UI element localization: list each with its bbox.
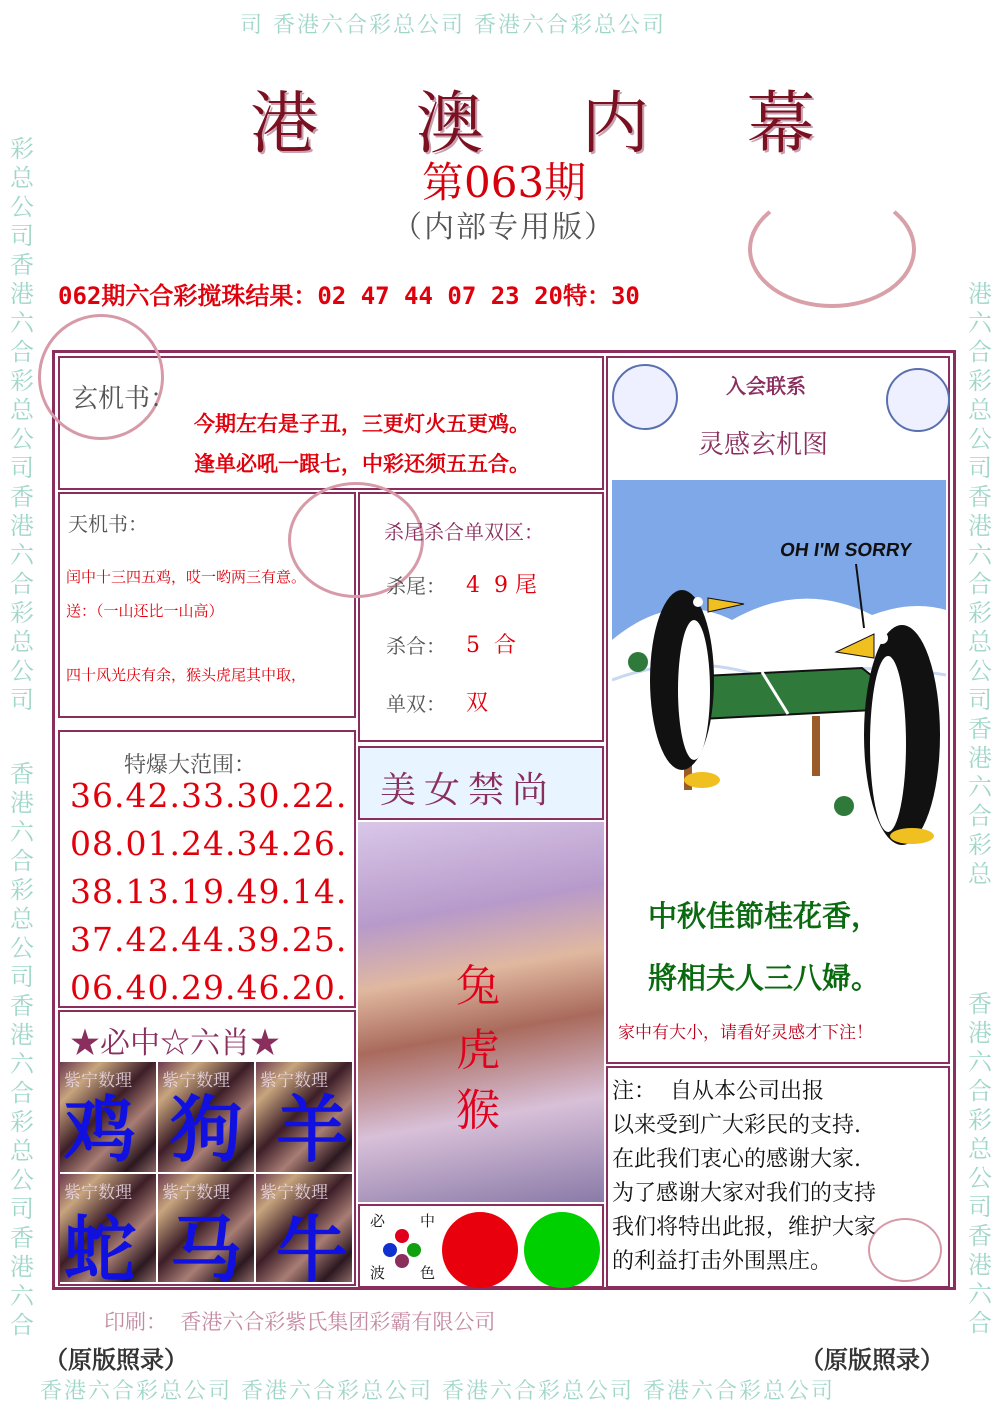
- printer-line: 印刷： 香港六合彩紫氏集团彩霸有限公司: [104, 1310, 496, 1334]
- range-row-2: 08.01.24.34.26.: [70, 824, 348, 863]
- beauty-zodiac-3: 猴: [456, 1085, 500, 1136]
- wave-char-1: 必: [370, 1212, 386, 1230]
- range-row-4: 37.42.44.39.25.: [70, 920, 348, 959]
- zodiac-2: 狗: [170, 1087, 243, 1172]
- seal-notice: [868, 1218, 942, 1282]
- beauty-zodiac-2: 虎: [456, 1025, 500, 1076]
- range-row-1: 36.42.33.30.22.: [70, 776, 348, 815]
- xuanji-box: [58, 356, 604, 490]
- bet-tip: 家中有大小，请看好灵感才下注！: [618, 1023, 873, 1043]
- range-row-3: 38.13.19.49.14.: [70, 872, 348, 911]
- wave-box: [358, 1204, 604, 1288]
- beauty-banner: 美女禁尚: [380, 770, 557, 811]
- zodiac-4: 蛇: [64, 1207, 137, 1292]
- edition-subtitle: （内部专用版）: [392, 210, 616, 245]
- wave-char-4: 色: [420, 1264, 436, 1282]
- notice-line-6: 的利益打击外围黑庄。: [612, 1249, 833, 1274]
- watermark-top: 司 香港六合彩总公司 香港六合彩总公司: [240, 13, 667, 38]
- wave-logo-icon: [380, 1226, 424, 1270]
- zodiac-1: 鸡: [64, 1087, 137, 1172]
- wave-red-ball: [442, 1212, 518, 1288]
- six-xiao-label: ★必中☆六肖★: [70, 1026, 280, 1061]
- watermark-left: 彩总公司香港六合彩总公司香港六合彩总公司: [10, 135, 34, 714]
- inspiration-label: 灵感玄机图: [698, 430, 829, 460]
- page-title: 港 澳 内 幕: [250, 85, 853, 164]
- odd-even-value: 双: [466, 691, 489, 716]
- watermark-right-2: 香港六合彩总公司香港六合: [968, 990, 992, 1337]
- xuanji-line-2: 逢单必吼一跟七，中彩还须五五合。: [194, 452, 530, 476]
- original-badge-right: （原版照录）: [800, 1345, 944, 1374]
- watermark-bottom: 香港六合彩总公司 香港六合彩总公司 香港六合彩总公司 香港六合彩总公司: [40, 1379, 835, 1404]
- tianji-line-1: 闰中十三四五鸡，哎一哟两三有意。: [66, 568, 307, 586]
- kill-tail-key: 杀尾：: [386, 574, 446, 598]
- kill-zone-label: 杀尾杀合单双区：: [384, 520, 544, 544]
- notice-line-4: 为了感谢大家对我们的支持: [612, 1181, 877, 1206]
- kill-tail-value: 4 9 尾: [466, 573, 537, 598]
- wave-char-2: 中: [420, 1212, 436, 1230]
- seal-join-left: [612, 364, 678, 430]
- beauty-banner-box: [358, 746, 604, 820]
- kill-combo-key: 杀合：: [386, 634, 446, 658]
- zodiac-5: 马: [170, 1207, 243, 1292]
- tianji-line-2: 送：（一山还比一山高）: [66, 602, 224, 620]
- xuanji-line-1: 今期左右是子丑，三更灯火五更鸡。: [194, 412, 530, 436]
- seal-top-right: [748, 190, 916, 308]
- notice-line-3: 在此我们衷心的感谢大家.: [612, 1147, 861, 1172]
- six-xiao-tile-3: 紫宁数理: [256, 1062, 352, 1172]
- penguin-cartoon: [612, 480, 946, 852]
- join-box: [606, 356, 950, 1064]
- wave-green-ball: [524, 1212, 600, 1288]
- poem-line-2: 將相夫人三八婦。: [648, 961, 881, 995]
- kill-combo-value: 5 合: [466, 633, 516, 658]
- wave-char-3: 波: [370, 1264, 386, 1282]
- cartoon-caption: OH I'M SORRY: [778, 540, 914, 561]
- notice-line-5: 我们将特出此报，维护大家: [612, 1215, 877, 1240]
- beauty-photo: [358, 822, 604, 1202]
- notice-line-2: 以来受到广大彩民的支持.: [612, 1113, 861, 1138]
- range-box: [58, 730, 356, 1008]
- six-xiao-tile-1: 紫宁数理: [60, 1062, 156, 1172]
- zodiac-6: 牛: [276, 1207, 349, 1292]
- six-xiao-tile-5: 紫宁数理: [158, 1174, 254, 1282]
- watermark-left-2: 香港六合彩总公司香港六合彩总公司香港六合: [10, 760, 34, 1339]
- issue-number: 第063期: [422, 158, 587, 207]
- kill-zone-box: [358, 492, 604, 742]
- watermark-right: 港六合彩总公司香港六合彩总公司香港六合彩总: [968, 280, 992, 888]
- six-xiao-tile-2: 紫宁数理: [158, 1062, 254, 1172]
- odd-even-key: 单双：: [386, 692, 446, 716]
- tianji-line-3: 四十风光庆有余，猴头虎尾其中取，: [66, 666, 307, 684]
- notice-line-1: 注： 自从本公司出报: [612, 1079, 824, 1104]
- zodiac-3: 羊: [276, 1087, 349, 1172]
- xuanji-label: 玄机书：: [72, 384, 177, 414]
- tianji-label: 天机书：: [68, 512, 148, 536]
- range-row-5: 06.40.29.46.20.: [70, 968, 348, 1007]
- seal-join-right: [886, 368, 950, 432]
- join-label: 入会联系: [726, 374, 806, 398]
- original-badge-left: （原版照录）: [44, 1345, 188, 1374]
- beauty-zodiac-1: 兔: [456, 961, 500, 1012]
- poem-line-1: 中秋佳節桂花香，: [648, 899, 881, 933]
- seal-left: [38, 314, 164, 440]
- six-xiao-tile-4: 紫宁数理: [60, 1174, 156, 1282]
- six-xiao-tile-6: 紫宁数理: [256, 1174, 352, 1282]
- notice-box: [606, 1066, 950, 1288]
- previous-result: 062期六合彩搅珠结果：02 47 44 07 23 20特：30: [58, 282, 640, 310]
- range-label: 特爆大范围：: [124, 753, 257, 778]
